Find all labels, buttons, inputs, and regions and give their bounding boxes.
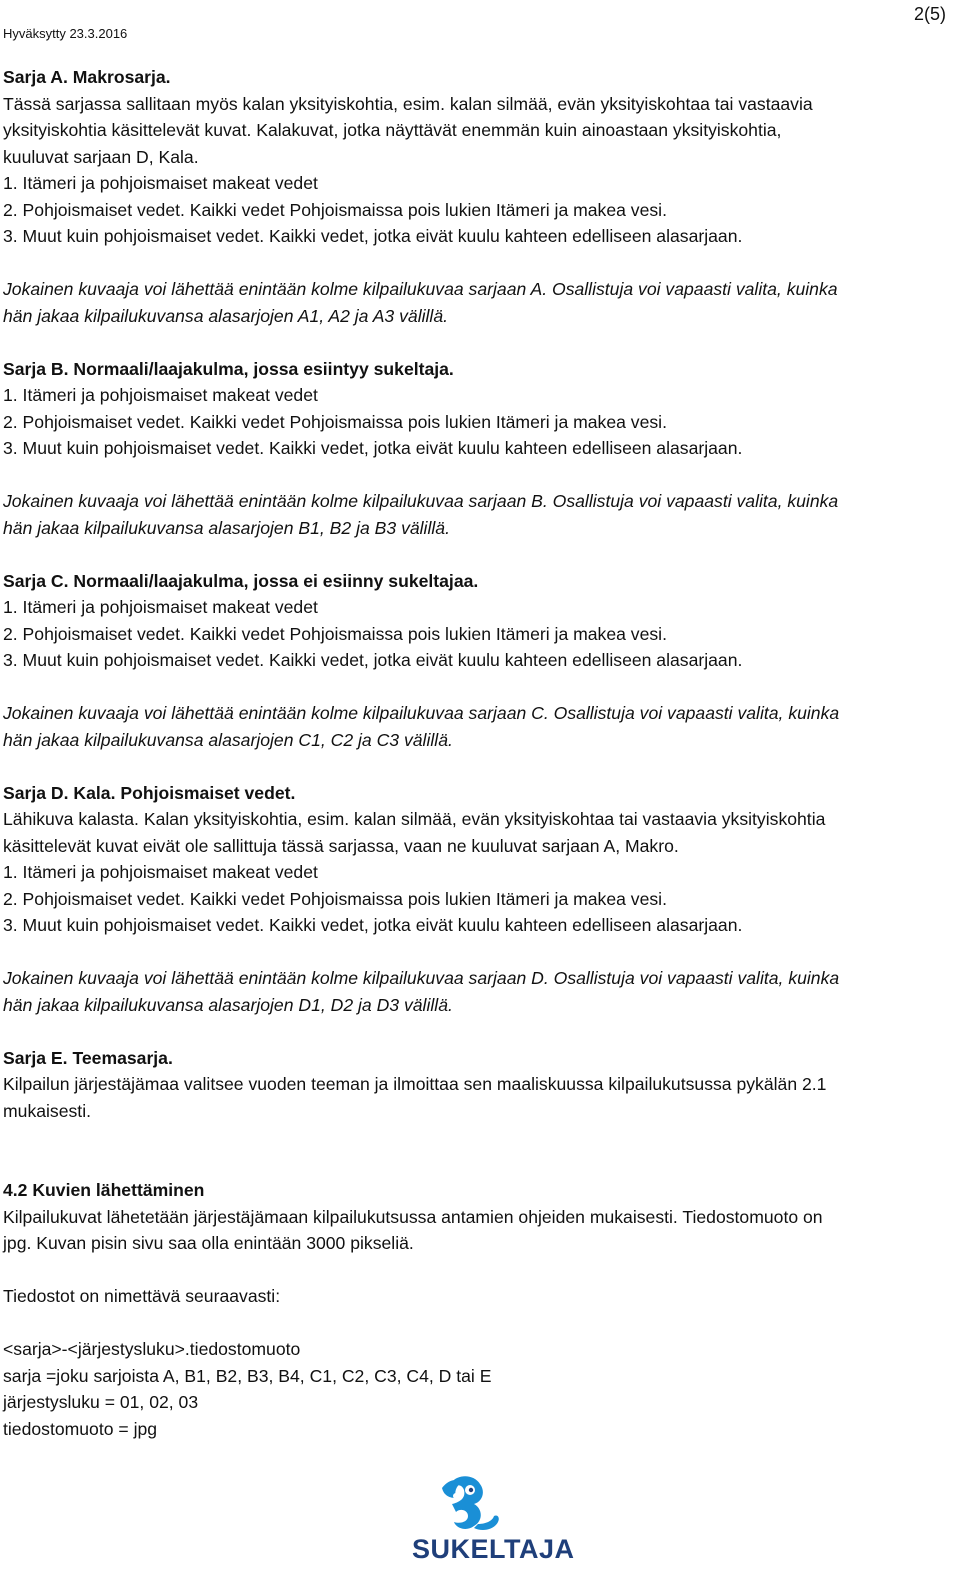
- document-body: [3, 64, 953, 1442]
- sarja-a-note: hän jakaa kilpailukuvansa alasarjojen A1, A2 ja A3 välillä.: [3, 305, 448, 326]
- sarja-c-title: Sarja C. Normaali/laajakulma, jossa ei esiinny sukeltajaa.: [3, 570, 479, 591]
- jarjestysluku-definition: järjestysluku = 01, 02, 03: [3, 1392, 199, 1412]
- sarja-a-desc: Tässä sarjassa sallitaan myös kalan yksityiskohtia, esim. kalan silmää, evän yksityiskohtaa tai vastaavia: [3, 93, 813, 114]
- subseries-2: 2. Pohjoismaiset vedet. Kaikki vedet Pohjoismaissa pois lukien Itämeri ja makea vesi.: [3, 623, 667, 644]
- subseries-1: 1. Itämeri ja pohjoismaiset makeat vedet: [3, 173, 318, 193]
- sarja-c-note: Jokainen kuvaaja voi lähettää enintään kolme kilpailukuvaa sarjaan C. Osallistuja voi vapaasti valita, kuinka: [3, 703, 840, 723]
- filename-pattern: <sarja>-<järjestysluku>.tiedostomuoto: [3, 1339, 301, 1359]
- subseries-1: 1. Itämeri ja pohjoismaiset makeat vedet: [3, 385, 318, 405]
- sarja-e-desc: mukaisesti.: [3, 1100, 91, 1121]
- subseries-3: 3. Muut kuin pohjoismaiset vedet. Kaikki vedet, jotka eivät kuulu kahteen edelliseen alasarjaan.: [3, 915, 743, 935]
- logo-text: SUKELTAJA: [412, 1534, 575, 1564]
- subseries-1: 1. Itämeri ja pohjoismaiset makeat vedet: [3, 862, 318, 882]
- subseries-3: 3. Muut kuin pohjoismaiset vedet. Kaikki vedet, jotka eivät kuulu kahteen edelliseen alasarjaan.: [3, 650, 743, 670]
- subseries-2: 2. Pohjoismaiset vedet. Kaikki vedet Pohjoismaissa pois lukien Itämeri ja makea vesi.: [3, 411, 667, 432]
- page-number: 2(5): [913, 4, 946, 24]
- sarja-definition: sarja =joku sarjoista A, B1, B2, B3, B4, C1, C2, C3, C4, D tai E: [3, 1365, 492, 1386]
- sarja-a-title: Sarja A. Makrosarja.: [3, 67, 171, 87]
- section-4-2-title: 4.2 Kuvien lähettäminen: [3, 1180, 205, 1200]
- subseries-1: 1. Itämeri ja pohjoismaiset makeat vedet: [3, 597, 318, 617]
- sarja-d-note: Jokainen kuvaaja voi lähettää enintään kolme kilpailukuvaa sarjaan D. Osallistuja voi vapaasti valita, kuinka: [3, 968, 840, 988]
- sarja-d-note: hän jakaa kilpailukuvansa alasarjojen D1, D2 ja D3 välillä.: [3, 994, 453, 1015]
- seahorse-icon: [412, 1474, 548, 1538]
- sarja-a-note: Jokainen kuvaaja voi lähettää enintään kolme kilpailukuvaa sarjaan A. Osallistuja voi vapaasti valita, kuinka: [3, 279, 838, 299]
- sarja-d-title: Sarja D. Kala. Pohjoismaiset vedet.: [3, 782, 296, 803]
- tiedostomuoto-definition: tiedostomuoto = jpg: [3, 1418, 158, 1439]
- sarja-b-note: hän jakaa kilpailukuvansa alasarjojen B1, B2 ja B3 välillä.: [3, 517, 450, 538]
- subseries-2: 2. Pohjoismaiset vedet. Kaikki vedet Pohjoismaissa pois lukien Itämeri ja makea vesi.: [3, 199, 667, 220]
- sarja-a-desc: kuuluvat sarjaan D, Kala.: [3, 146, 199, 167]
- sarja-c-note: hän jakaa kilpailukuvansa alasarjojen C1, C2 ja C3 välillä.: [3, 729, 453, 750]
- sarja-e-title: Sarja E. Teemasarja.: [3, 1047, 173, 1068]
- subseries-2: 2. Pohjoismaiset vedet. Kaikki vedet Pohjoismaissa pois lukien Itämeri ja makea vesi.: [3, 888, 667, 909]
- sarja-a-desc: yksityiskohtia käsittelevät kuvat. Kalakuvat, jotka näyttävät enemmän kuin ainoastaan yksityiskohtia,: [3, 120, 782, 140]
- naming-intro: Tiedostot on nimettävä seuraavasti:: [3, 1286, 281, 1306]
- sarja-e-desc: Kilpailun järjestäjämaa valitsee vuoden teeman ja ilmoittaa sen maaliskuussa kilpailukutsussa pykälän 2.1: [3, 1074, 827, 1094]
- sarja-d-desc: Lähikuva kalasta. Kalan yksityiskohtia, esim. kalan silmää, evän yksityiskohtaa tai vastaavia yksityiskohtia: [3, 809, 826, 829]
- section-4-2-text: Kilpailukuvat lähetetään järjestäjämaan kilpailukutsussa antamien ohjeiden mukaisesti. Tiedostomuoto on: [3, 1206, 823, 1227]
- subseries-3: 3. Muut kuin pohjoismaiset vedet. Kaikki vedet, jotka eivät kuulu kahteen edelliseen alasarjaan.: [3, 438, 743, 458]
- subseries-3: 3. Muut kuin pohjoismaiset vedet. Kaikki vedet, jotka eivät kuulu kahteen edelliseen alasarjaan.: [3, 226, 743, 246]
- sarja-b-note: Jokainen kuvaaja voi lähettää enintään kolme kilpailukuvaa sarjaan B. Osallistuja voi vapaasti valita, kuinka: [3, 491, 839, 511]
- sukeltaja-logo: [412, 1474, 575, 1574]
- sarja-b-title: Sarja B. Normaali/laajakulma, jossa esiintyy sukeltaja.: [3, 358, 454, 379]
- sarja-d-desc: käsittelevät kuvat eivät ole sallittuja tässä sarjassa, vaan ne kuuluvat sarjaan A, Makro.: [3, 835, 679, 856]
- section-4-2-text: jpg. Kuvan pisin sivu saa olla enintään 3000 pikseliä.: [3, 1233, 414, 1253]
- approval-date: Hyväksytty 23.3.2016: [3, 26, 128, 41]
